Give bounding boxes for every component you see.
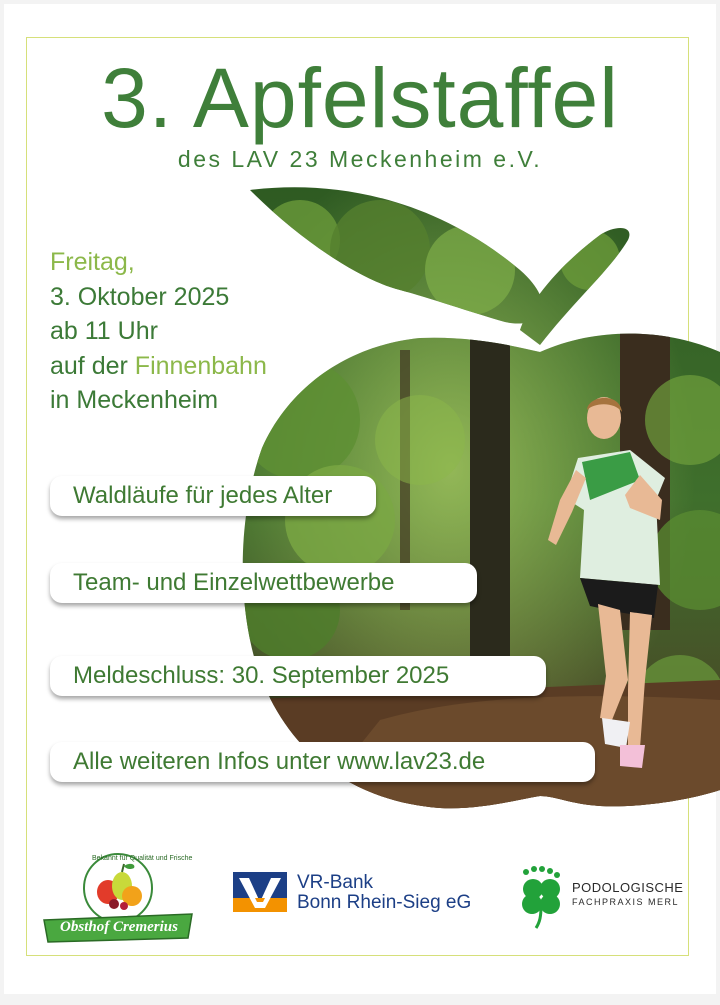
highlight-pill-4: Alle weiteren Infos unter www.lav23.de <box>50 742 595 782</box>
vrbank-line2: Bonn Rhein-Sieg eG <box>297 892 472 913</box>
podologie-line1: PODOLOGISCHE <box>572 880 684 895</box>
highlight-pill-1: Waldläufe für jedes Alter <box>50 476 376 516</box>
event-date: 3. Oktober 2025 <box>50 282 230 311</box>
page-subtitle: des LAV 23 Meckenheim e.V. <box>177 146 543 172</box>
vrbank-line1: VR-Bank <box>297 872 374 893</box>
clover-footprint-icon <box>516 866 568 930</box>
location-prefix: auf der <box>50 351 128 380</box>
highlight-pill-3: Meldeschluss: 30. September 2025 <box>50 656 546 696</box>
event-details <box>50 245 267 418</box>
vr-bank-icon <box>233 872 287 912</box>
obsthof-tagline: Bekannt für Qualität und Frische <box>92 855 193 862</box>
vrbank-name <box>297 873 471 913</box>
podologie-logo <box>516 866 686 930</box>
page-title: 3. Apfelstaffel <box>101 51 619 145</box>
location-name: Finnenbahn <box>134 351 267 380</box>
event-time: ab 11 Uhr <box>50 317 158 345</box>
event-location <box>50 349 267 384</box>
vrbank-logo <box>233 872 503 917</box>
podologie-line2: FACHPRAXIS MERL <box>572 897 680 907</box>
event-day: Freitag, <box>50 248 135 276</box>
obsthof-logo <box>38 848 198 944</box>
obsthof-name: Obsthof Cremerius <box>60 919 178 935</box>
highlight-pill-2: Team- und Einzelwettbewerbe <box>50 563 477 603</box>
event-city: in Meckenheim <box>50 386 219 414</box>
